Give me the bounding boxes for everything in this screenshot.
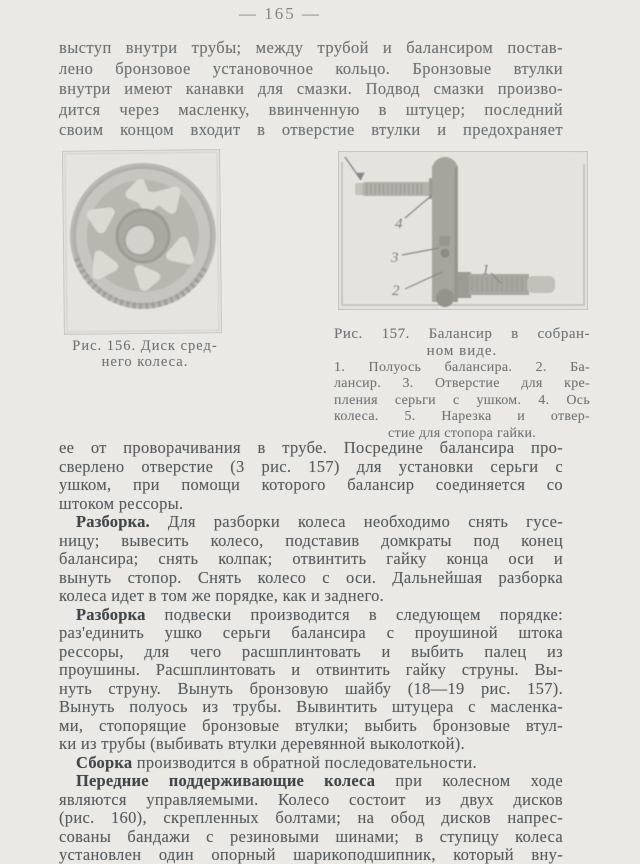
- text-line: колеса идет в том же порядке, как и заднего.: [59, 586, 385, 605]
- paragraph-top: [59, 38, 563, 141]
- bold-lead-word: Разборка.: [76, 512, 150, 531]
- fig157-label-4: 4: [395, 216, 403, 232]
- figure-157-legend: [334, 360, 590, 442]
- figure-156-caption: [62, 338, 228, 370]
- fig157-label-1: 1: [482, 262, 490, 278]
- text-line: установлен один опорный шарикоподшипник, который вну-: [59, 845, 563, 864]
- text-line: раз'единить ушко серьги балансира с проушиной штока: [59, 623, 563, 642]
- fig157-label-2: 2: [392, 283, 400, 299]
- fig157-label-3: 3: [391, 250, 399, 266]
- caption-line: Рис. 157. Балансир в собран-: [334, 326, 590, 342]
- figure-157-caption: [334, 326, 590, 359]
- text-line: выступ внутри трубы; между трубой и балансиром постав-: [59, 38, 563, 57]
- text-line: сованы бандажи с резиновыми шинами; в ступицу колеса: [59, 826, 563, 846]
- caption-line: стие для стопора гайки.: [387, 425, 537, 441]
- text-line: Вынуть полуось из трубы. Вывинтить штуцера с масленка-: [59, 697, 563, 716]
- text-line: Передние поддерживающие колеса при колесном ходе: [76, 771, 563, 790]
- balancer-photo-icon: [339, 152, 587, 309]
- text-line: проушины. Расшплинтовать и отвинтить гайку струны. Вы-: [59, 660, 563, 679]
- text-line: лено бронзовое установочное кольцо. Бронзовые втулки: [59, 58, 563, 78]
- text-line: Разборка. Для разборки колеса необходимо снять гусе-: [76, 512, 563, 531]
- text-line: внутри имеют канавки для смазки. Подвод смазки произво-: [59, 79, 563, 99]
- wheel-disc-photo-icon: [63, 150, 221, 334]
- caption-line: него колеса.: [101, 354, 189, 370]
- bold-lead-word: Передние поддерживающие колеса: [76, 771, 376, 790]
- figure-156-photo: [62, 149, 222, 335]
- text-line: являются управляемыми. Колесо состоит из двух дисков: [59, 789, 563, 809]
- text-line: ее от проворачивания в трубе. Посредине балансира про-: [59, 438, 563, 457]
- text-line: ми, стопорящие бронзовые втулки; выбить бронзовые втул-: [59, 715, 563, 735]
- text-line: (рис. 160), скрепленных болтами; на обод дисков напрес-: [59, 808, 563, 827]
- text-line: своим концом входит в отверстие втулки и предохраняет: [59, 120, 563, 140]
- text-line: ки из трубы (выбивать втулки деревянной выколоткой).: [59, 734, 465, 753]
- bold-lead-word: Разборка: [76, 604, 146, 624]
- text-line: Разборка подвески производится в следующем порядке:: [76, 604, 563, 624]
- text-line: балансира; снять колпак; отвинтить гайку конца оси и: [59, 549, 563, 568]
- text-line: ницу; вывесить колесо, подставив домкраты под конец: [59, 530, 563, 550]
- page-number: — 165 —: [239, 4, 321, 23]
- text-line: рессоры, для чего расшплинтовать и выбить палец из: [59, 641, 563, 661]
- text-line: дится через масленку, ввинченную в штуцер; последний: [59, 99, 563, 119]
- paragraph-main: [59, 439, 563, 864]
- figure-157-photo: [338, 151, 588, 310]
- caption-line: лансир. 3. Отверстие для кре-: [334, 376, 590, 392]
- caption-line: пления серьги с ушком. 4. Ось: [334, 392, 590, 408]
- caption-line: 1. Полуось балансира. 2. Ба-: [334, 360, 590, 375]
- caption-line: Рис. 156. Диск сред-: [72, 338, 218, 354]
- text-line: сверлено отверстие (3 рис. 157) для установки серьги с: [59, 456, 563, 476]
- caption-line: ном виде.: [426, 342, 498, 359]
- text-line: штоком рессоры.: [59, 493, 184, 513]
- caption-line: колеса. 5. Нарезка и отвер-: [334, 409, 590, 425]
- bold-lead-word: Сборка: [76, 752, 133, 772]
- text-line: Сборка производится в обратной последовательности.: [76, 752, 477, 772]
- text-line: нуть струну. Вынуть бронзовую шайбу (18—19 рис. 157).: [59, 678, 563, 698]
- text-line: ушком, при помощи которого балансир соединяется со: [59, 475, 563, 494]
- text-line: вынуть стопор. Снять колесо с оси. Дальнейшая разборка: [59, 567, 563, 587]
